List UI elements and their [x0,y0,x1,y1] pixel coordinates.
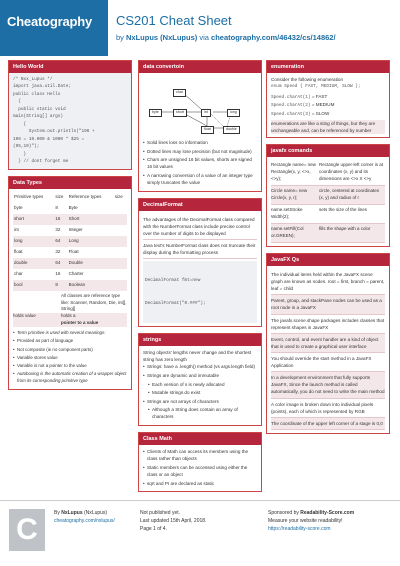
holds-a: holds a [61,313,76,319]
code-line: System.out.println("196 + [13,129,95,135]
node-short: short [173,109,187,117]
byline-by: by [116,33,124,42]
table-cell: bool [13,280,54,291]
footer-author: By NxLupus (NxLupus) cheatography.com/nxlupus/ [54,510,115,524]
node-long: long [227,109,240,117]
node-byte: byte [149,109,162,117]
byline [116,33,336,42]
page-title: CS201 Cheat Sheet [116,13,232,28]
data-conversion-section [138,60,262,192]
table-row [13,247,127,258]
list-item: • A narrowing conversion of a value of an integer type simply truncates the value [143,172,257,186]
table-row [13,269,127,280]
column-3 [266,60,390,440]
avatar[interactable]: C [9,509,45,551]
code-line: public static void [13,106,66,112]
table-cell: char [14,270,23,276]
byline-via: via [199,33,209,42]
table-row: name.setStroke Width(2); sets the size of the lines [271,205,385,224]
code-line: (95,10)"); [13,144,40,150]
footer-status: Not published yet. Last updated 15th April, 2018. Page 1 of 4. [140,510,207,532]
table-header: Primitive types [14,193,44,199]
javafx-qs-section [266,253,390,434]
decimal-format-title: DecimalFormat [139,199,261,211]
list-item: The javafx.scene.shape packages includes classes that represent shapes in JavaFX [271,315,385,334]
node-float: float [201,126,214,134]
list-item: • Term primitive is used with several meanings: [13,330,127,337]
table-cell: Byte [68,204,78,210]
javafx-commands-section [266,144,390,247]
footer-author-name[interactable]: NxLupus [61,510,83,516]
page-footer [0,500,400,566]
enumeration-decl: enum Speed { FAST, MEDIUM, SLOW }; [271,84,361,90]
table-cell: 64 [54,258,67,269]
table-cell: Short [68,214,114,225]
table-row [13,258,127,269]
data-types-section [8,176,132,390]
enumeration-section [266,60,390,138]
code-line: { [13,121,27,127]
data-types-notes [13,330,127,384]
list-item: In a development environment that fully supports JavaFX, Since the launch method is called automatically, you do not need to write the main method [271,372,385,398]
list-item: You should override the start method in a JavaFX Application [271,353,385,372]
list-item: • Chars are unsigned 16 bit values, shorts are signed 16 bit values [143,156,257,170]
holds-value-label: holds value [13,313,36,319]
table-header: size [114,193,123,199]
list-item: • Variable is not a pointer to the value [13,363,127,370]
decimal-format-p1: The advantages of the DecimalFormat class compared with the NumberFormat class include precise control over the number of digits to be displayed [143,214,257,240]
enumeration-title: enumeration [267,61,389,73]
list-item: • Strings: have a .length() method (vs args.length field) [143,363,257,370]
conversion-notes [143,139,257,186]
code-line: } [13,151,27,157]
javafx-commands-title: javafx comands [267,145,389,157]
hello-world-section [8,60,132,170]
sponsor-url[interactable]: https://readability-score.com [268,526,331,532]
pointer-text: pointer to a value [61,320,99,326]
table-header: size [55,193,64,199]
list-item: • Dotted lines may lose precision (but not magnitude) [143,148,257,155]
table-cell: Integer [68,226,83,232]
table-cell: 16 [54,214,67,225]
hello-world-code [9,73,131,169]
column-1 [8,60,132,396]
enumeration-rows: Speed.charAt(1) = FAST Speed.charAt(2) = MEDIUM Speed.charAt(3) = SLOW [271,93,335,117]
enumeration-intro: Consider the following enumeration [271,77,344,82]
class-math-title: Class Math [139,433,261,445]
table-row [13,225,127,236]
code-line: { [13,99,21,105]
table-cell: Charter [68,270,84,276]
all-classes-note: All classes are reference type like: Scanner, Random, Die, int[], String[] [61,292,127,312]
table-header: Reference types [68,193,102,199]
table-cell [114,214,127,225]
table-cell: 8 [54,280,67,291]
list-item: • Variable stores value [13,355,127,362]
table-row [13,280,127,291]
list-item: A color image is broken down into individual pixels (points), each of which is represented by RGB [271,399,385,418]
footer-author-link[interactable]: cheatography.com/nxlupus/ [54,518,115,524]
node-double: double [223,126,240,134]
table-cell: 64 [54,236,67,247]
code-line: } // dont forget me [13,159,69,165]
code-line: main(String[] args) [13,114,64,120]
class-math-section [138,432,262,492]
code-line: /* Nxx_Lupus */ [13,77,53,82]
hello-world-title: Hello World [9,61,131,73]
list-item: • Mutable strings do exist [143,389,257,396]
javafx-qs-title: JavaFX Qs [267,254,389,266]
table-cell: 32 [55,226,61,232]
class-math-list [143,448,257,487]
list-item: • sqrt and PI are declared as static [143,480,257,487]
table-cell: 16 [55,270,61,276]
table-cell: Float [68,248,79,254]
decimal-format-code: DecimalFormat fmt=new DecimalFormat("0.###"); [143,261,257,323]
table-cell [114,280,127,291]
table-cell [114,203,127,214]
data-types-table [13,192,127,291]
table-row: Circle name= new Circle(x, y, r); circle, centered at coordinates (x, y) and radius of r [271,186,385,205]
data-conversion-title: data convertoin [139,61,261,73]
list-item: • Not composite (ie no component parts) [13,347,127,354]
table-cell: byte [14,204,23,210]
sponsor-link[interactable]: Readability-Score.com [300,510,355,516]
table-row: Rectangle name= new Rectangle(x, y, <>x, <>y); Rectangle upper-left corner is at coordinates (x, y) and its dimensions are <>x X <>y [271,160,385,186]
table-cell [114,225,127,236]
table-cell: 32 [55,248,61,254]
cheatography-logo[interactable] [0,0,108,56]
list-item: • Autoboxing is the automatic creation of a wrapper object from its corresponding primitive type [13,371,127,384]
table-cell: double [13,258,54,269]
strings-section [138,333,262,426]
table-cell: float [14,248,23,254]
list-item: • Strings are dynamic and immutable [143,372,257,379]
list-item: • Although a String does contain an array of characters [143,406,257,420]
list-item: • Strings are not arrays of characters [143,398,257,405]
table-cell: 8 [55,204,58,210]
decimal-format-section [138,198,262,327]
list-item: The coordinate of the upper left corner of a stage is 0,0 [271,418,385,430]
byline-url[interactable]: cheatography.com/46432/cs/14862/ [211,33,336,42]
list-item: • Clients of Math can access its members using the class rather than objects [143,448,257,462]
table-row: name.setFill(Col or.GREEN); fills the shape with a color [271,224,385,243]
list-item: Event, control, and event handler are a kind of object that is used to create a graphical user interface [271,334,385,353]
strings-list [143,363,257,420]
byline-author[interactable]: NxLupus (NxLupus) [126,33,198,42]
table-cell [114,258,127,269]
table-row [13,203,127,214]
list-item: Parent, group, and stackPane nodes can be used as a root node in a JavaFX [271,295,385,314]
logo-text: Cheatography [7,14,93,29]
code-line: import java.util.Date; [13,84,71,90]
list-item: • Solid lines loss no information [143,139,257,146]
list-item: • Static members can be accessed using either the class or an object [143,464,257,478]
enumeration-note: enumerations are like a sting of things, but they are unchangeable and, can be referenced by number [271,120,385,134]
table-cell [114,269,127,280]
table-cell [114,236,127,247]
table-row [13,214,127,225]
table-cell: Long [68,236,114,247]
code-line: 196 = 10.000 & 1000 * $25 = [13,136,85,142]
page-header [0,0,400,56]
decimal-format-p2: Java text's NumberFormat class does not truncate their display during the formatting process [143,240,257,259]
table-row [13,236,127,247]
conversion-diagram [143,76,257,136]
table-cell: long [13,236,54,247]
list-item: • Provided as part of language [13,338,127,345]
code-line: public class Hello [13,91,61,97]
node-int: int [201,109,211,117]
node-char: char [173,89,186,97]
table-cell [114,247,127,258]
table-cell: Double [68,258,114,269]
table-cell: short [13,214,54,225]
table-cell: int [14,226,19,232]
list-item: • Each version of s is newly allocated [143,381,257,388]
column-2 [138,60,262,498]
table-cell: Boolean [68,280,114,291]
data-types-title: Data Types [9,177,131,189]
strings-title: strings [139,334,261,346]
footer-sponsor: Sponsored by Readability-Score.com Measure your website readability! https://readability-score.com [268,510,355,532]
strings-intro: String objects' lengths never change and the shortest string has zero length [143,350,252,363]
list-item: The individual items held within the JavaFX scene graph are known as nodes. root = first, branch = parent, leaf = child [271,269,385,295]
